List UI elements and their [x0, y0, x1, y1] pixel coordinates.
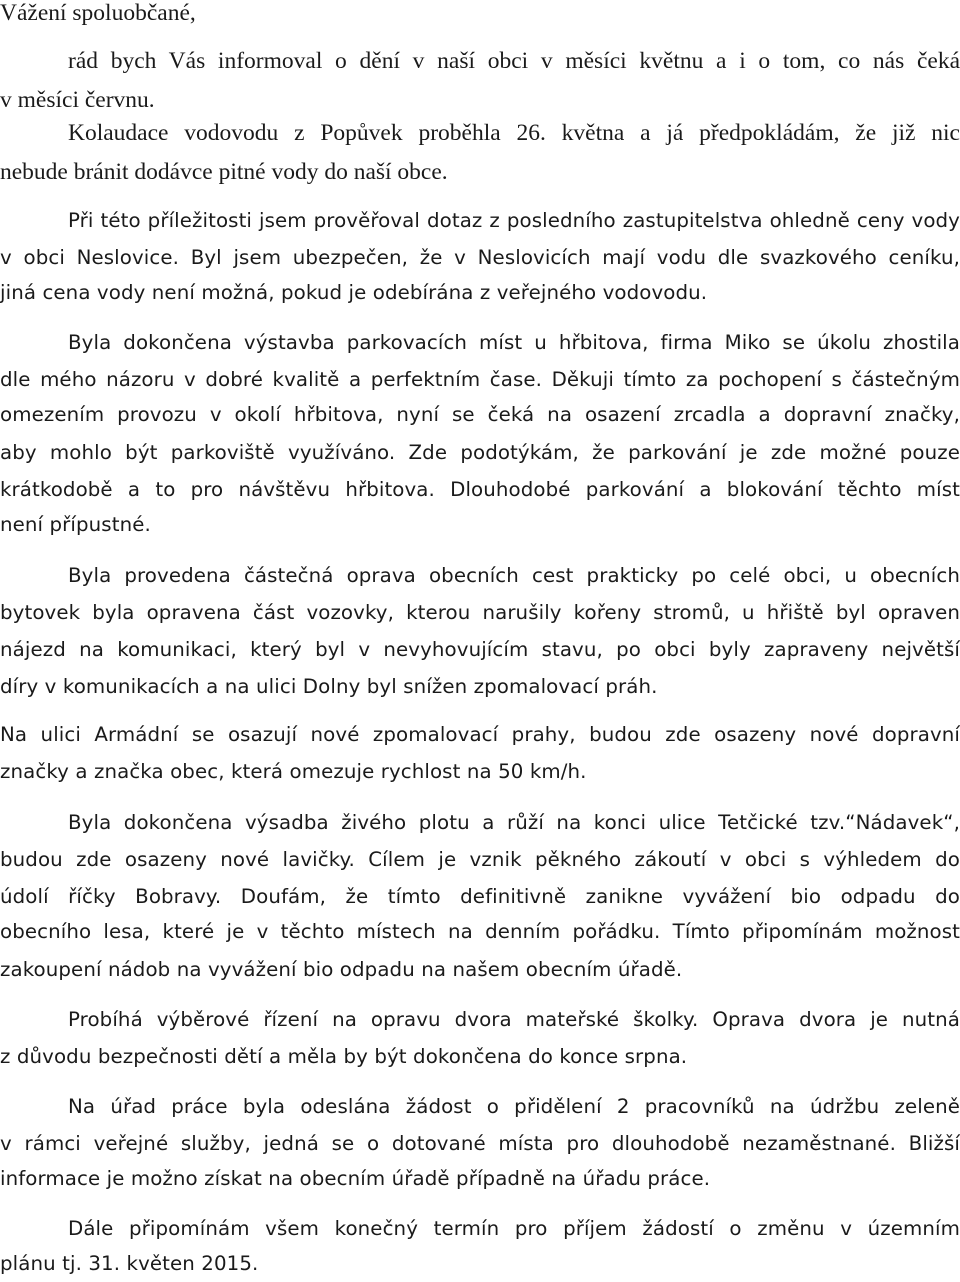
text-line: Byla provedena částečná oprava obecních cest prakticky po celé obci, u obecních [68, 564, 960, 587]
text-line: z důvodu bezpečnosti dětí a měla by být dokončena do konce srpna. [0, 1045, 688, 1068]
text-line: nebude bránit dodávce pitné vody do naší obce. [0, 159, 448, 185]
text-line: Na ulici Armádní se osazují nové zpomalovací prahy, budou zde osazeny nové dopravní [0, 723, 960, 746]
text-line: obecního lesa, které je v těchto místech na denním pořádku. Tímto připomínám možnost [0, 920, 960, 943]
text-line: omezením provozu v okolí hřbitova, nyní se čeká na osazení zrcadla a dopravní značky, [0, 403, 960, 426]
text-line: díry v komunikacích a na ulici Dolny byl snížen zpomalovací práh. [0, 675, 658, 698]
text-line: Kolaudace vodovodu z Popůvek proběhla 26. května a já předpokládám, že již nic [68, 120, 960, 146]
text-line: bytovek byla opravena část vozovky, kterou narušily kořeny stromů, u hřiště byl opraven [0, 601, 960, 624]
text-line: v měsíci červnu. [0, 87, 155, 113]
text-line: jiná cena vody není možná, pokud je odebírána z veřejného vodovodu. [0, 281, 708, 304]
text-line: značky a značka obec, která omezuje rychlost na 50 km/h. [0, 760, 587, 783]
text-line: zakoupení nádob na vyvážení bio odpadu na našem obecním úřadě. [0, 958, 683, 981]
text-line: aby mohlo být parkoviště využíváno. Zde podotýkám, že parkování je zde možné pouze [0, 441, 960, 464]
text-line: Dále připomínám všem konečný termín pro příjem žádostí o změnu v územním [68, 1217, 960, 1240]
text-line: plánu tj. 31. květen 2015. [0, 1252, 259, 1275]
text-line: v obci Neslovice. Byl jsem ubezpečen, že v Neslovicích mají vodu dle svazkového ceníku, [0, 246, 960, 269]
text-line: rád bych Vás informoval o dění v naší obci v měsíci květnu a i o tom, co nás čeká [68, 48, 960, 74]
text-line: krátkodobě a to pro návštěvu hřbitova. Dlouhodobé parkování a blokování těchto míst [0, 478, 960, 501]
text-line: nájezd na komunikaci, který byl v nevyhovujícím stavu, po obci byly zapraveny největší [0, 638, 960, 661]
text-line: Byla dokončena výstavba parkovacích míst u hřbitova, firma Miko se úkolu zhostila [68, 331, 960, 354]
text-line: údolí říčky Bobravy. Doufám, že tímto definitivně zanikne vyvážení bio odpadu do [0, 885, 960, 908]
text-line: Byla dokončena výsadba živého plotu a růží na konci ulice Tetčické tzv.“Nádavek“, [68, 811, 960, 834]
text-line: v rámci veřejné služby, jedná se o dotované místa pro dlouhodobě nezaměstnané. Bližší [0, 1132, 960, 1155]
text-line: budou zde osazeny nové lavičky. Cílem je vznik pěkného zákoutí v obci s výhledem do [0, 848, 960, 871]
text-line: není přípustné. [0, 513, 151, 536]
text-line: Probíhá výběrové řízení na opravu dvora mateřské školky. Oprava dvora je nutná [68, 1008, 960, 1031]
text-line: Při této příležitosti jsem prověřoval dotaz z posledního zastupitelstva ohledně ceny vody [68, 209, 960, 232]
greeting: Vážení spoluobčané, [0, 0, 196, 26]
text-line: Na úřad práce byla odeslána žádost o přidělení 2 pracovníků na údržbu zeleně [68, 1095, 960, 1118]
text-line: informace je možno získat na obecním úřadě případně na úřadu práce. [0, 1167, 711, 1190]
text-line: dle mého názoru v dobré kvalitě a perfektním čase. Děkuji tímto za pochopení s částečným [0, 368, 960, 391]
